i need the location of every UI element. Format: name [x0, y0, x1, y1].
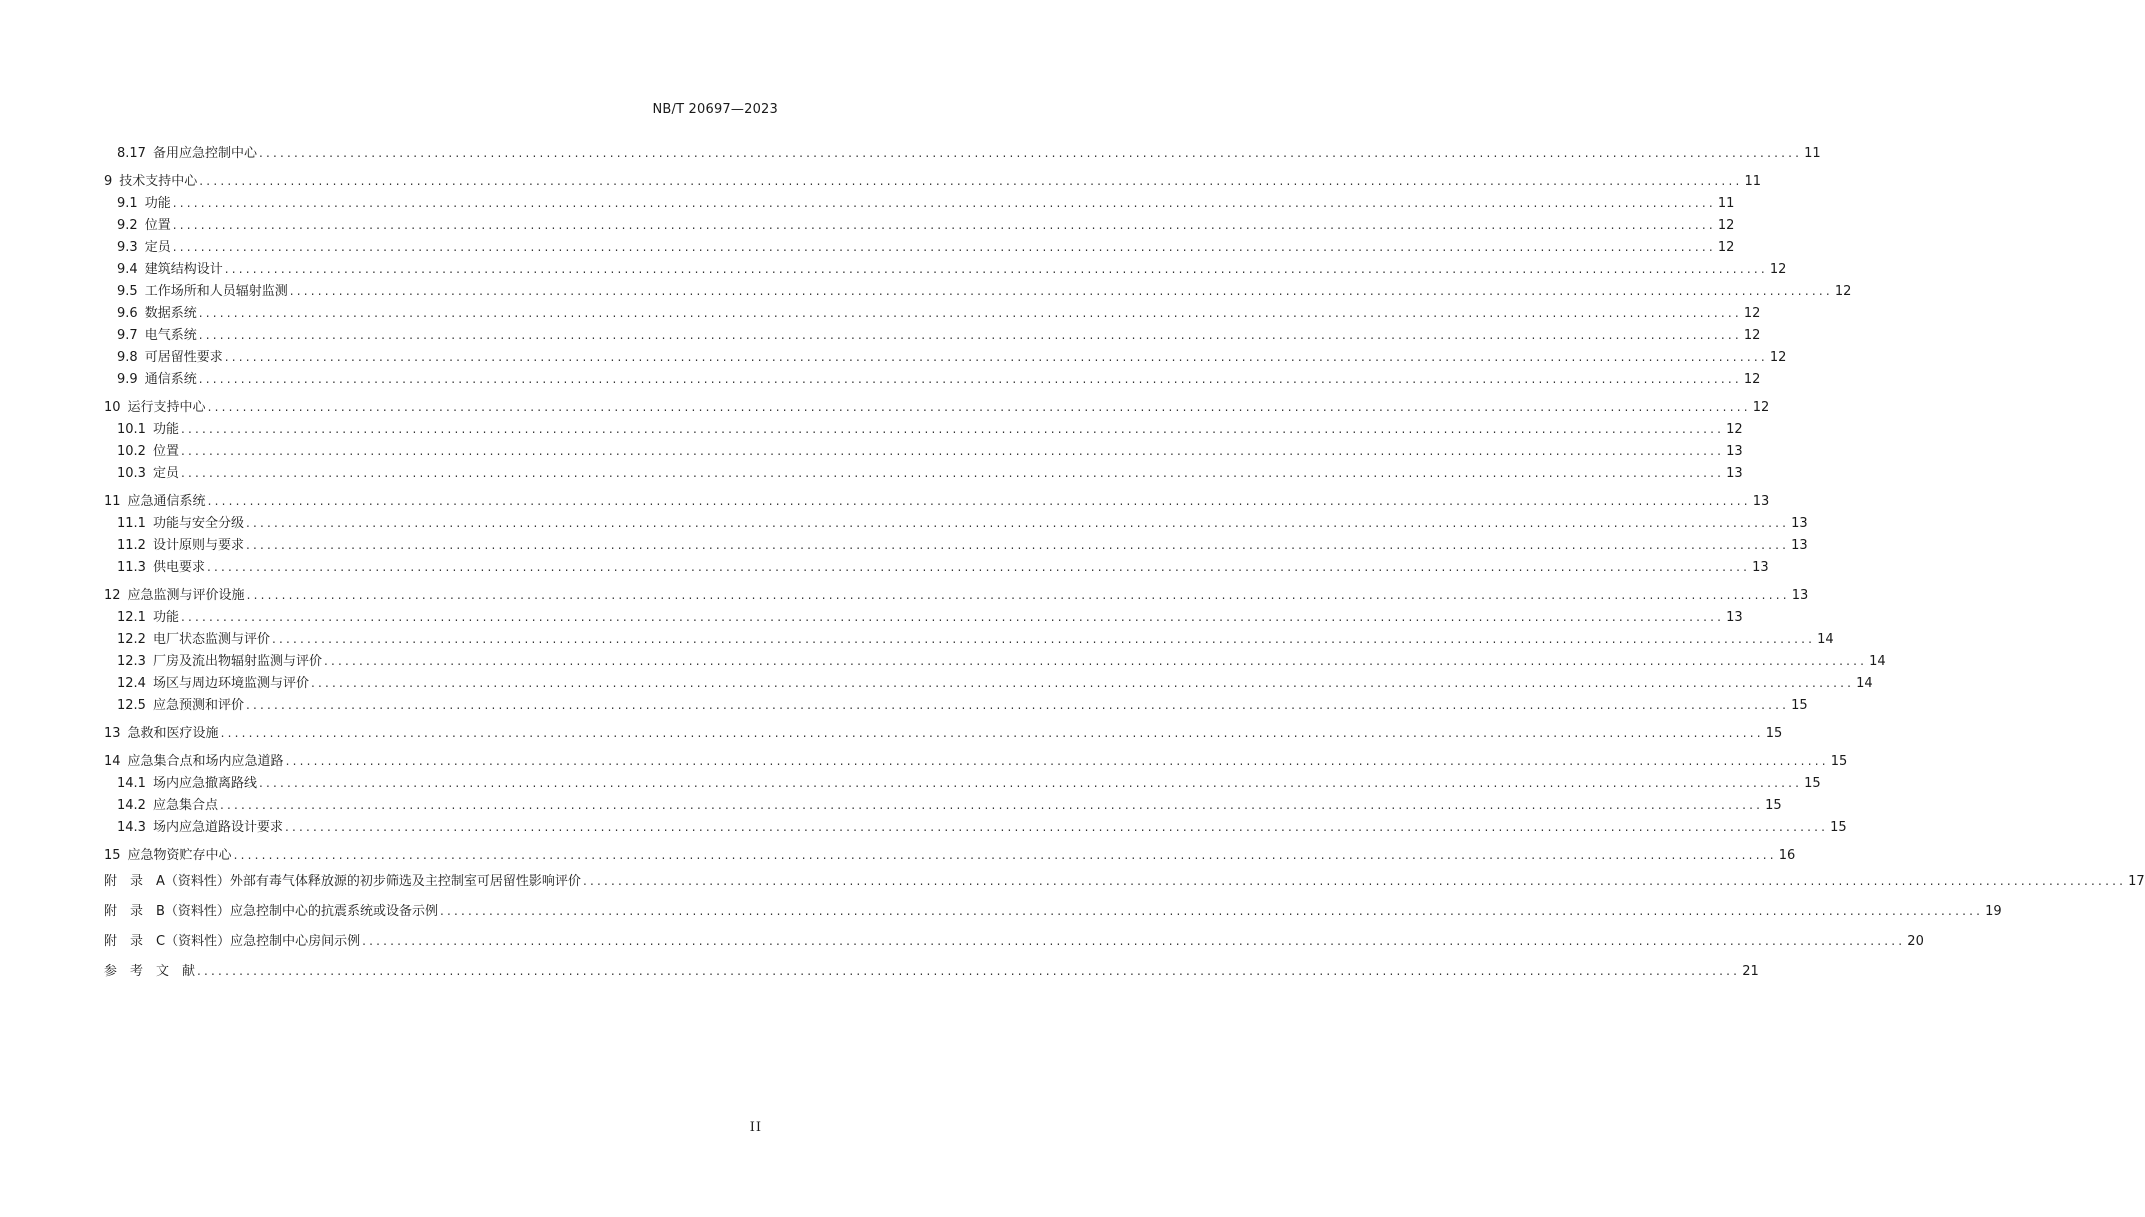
- toc-entry-page: 13: [1791, 588, 1809, 603]
- references-label: 参 考 文 献: [104, 964, 196, 979]
- toc-entry-page: 14: [1856, 676, 1873, 691]
- toc-appendix-entry[interactable]: [104, 926, 1924, 956]
- toc-leader-dots: ............................................................................................................................................................................................................................: [207, 494, 1751, 508]
- toc-entry-page: 13: [1791, 538, 1808, 553]
- toc-entry[interactable]: [104, 844, 1796, 866]
- toc-entry-title: 工作场所和人员辐射监测: [144, 284, 288, 299]
- toc-entry-page: 12: [1743, 372, 1761, 387]
- appendix-title: 外部有毒气体释放源的初步筛选及主控制室可居留性影响评价: [229, 874, 581, 889]
- toc-entry-number: 10: [104, 400, 121, 415]
- toc-leader-dots: ............................................................................................................................................................................................................................: [323, 654, 1868, 668]
- toc-entry-page: 15: [1830, 754, 1848, 769]
- toc-entry[interactable]: [104, 368, 1761, 390]
- toc-leader-dots: ............................................................................................................................................................................................................................: [206, 560, 1751, 574]
- toc-leader-dots: ............................................................................................................................................................................................................................: [233, 848, 1777, 862]
- toc-entry-title: 应急预测和评价: [152, 698, 244, 713]
- toc-leader-dots: ............................................................................................................................................................................................................................: [198, 306, 1742, 320]
- toc-entry[interactable]: [104, 584, 1809, 606]
- toc-entry-title: 应急集合点: [152, 798, 218, 813]
- toc-leader-dots: ............................................................................................................................................................................................................................: [220, 726, 1764, 740]
- toc-leader-dots: ............................................................................................................................................................................................................................: [224, 350, 1768, 364]
- toc-entry-title: 功能与安全分级: [152, 516, 244, 531]
- toc-entry-page: 12: [1717, 218, 1735, 233]
- toc-appendix-entry[interactable]: [104, 866, 2145, 896]
- toc-leader-dots: ............................................................................................................................................................................................................................: [285, 754, 1829, 768]
- toc-leader-dots: ............................................................................................................................................................................................................................: [245, 538, 1790, 552]
- toc-entry-title: 技术支持中心: [119, 174, 198, 189]
- toc-entry[interactable]: [104, 236, 1735, 258]
- toc-entry[interactable]: [104, 722, 1783, 744]
- toc-entry-number: 11: [104, 494, 121, 509]
- toc-entry-page: 12: [1726, 422, 1743, 437]
- toc-entry-number: 13: [104, 726, 121, 741]
- toc-entry[interactable]: [104, 772, 1821, 794]
- toc-entry-page: 11: [1804, 146, 1821, 161]
- toc-entry-page: 12: [1743, 306, 1761, 321]
- toc-entry[interactable]: [104, 512, 1808, 534]
- toc-entry-number: 8.17: [117, 146, 146, 161]
- toc-entry[interactable]: [104, 258, 1787, 280]
- toc-entry-page: 12: [1717, 240, 1735, 255]
- toc-entry-title: 电厂状态监测与评价: [152, 632, 270, 647]
- toc-leader-dots: ............................................................................................................................................................................................................................: [180, 444, 1725, 458]
- toc-leader-dots: ............................................................................................................................................................................................................................: [245, 516, 1790, 530]
- toc-entry-page: 16: [1778, 848, 1796, 863]
- table-of-contents: [104, 142, 2145, 986]
- toc-leader-dots: ............................................................................................................................................................................................................................: [271, 632, 1816, 646]
- toc-entry[interactable]: [104, 280, 1852, 302]
- toc-leader-dots: ............................................................................................................................................................................................................................: [172, 240, 1716, 254]
- toc-leader-dots: ............................................................................................................................................................................................................................: [289, 284, 1833, 298]
- toc-leader-dots: ............................................................................................................................................................................................................................: [582, 874, 2127, 888]
- toc-leader-dots: ............................................................................................................................................................................................................................: [284, 820, 1829, 834]
- toc-entry[interactable]: [104, 324, 1761, 346]
- toc-entry-number: 12.2: [117, 632, 146, 647]
- toc-entry-page: 13: [1726, 610, 1743, 625]
- toc-leader-dots: ............................................................................................................................................................................................................................: [219, 798, 1764, 812]
- toc-leader-dots: ............................................................................................................................................................................................................................: [362, 934, 1906, 948]
- toc-entry[interactable]: [104, 816, 1847, 838]
- toc-leader-dots: ............................................................................................................................................................................................................................: [198, 372, 1742, 386]
- toc-entry-number: 10.2: [117, 444, 146, 459]
- toc-entry-number: 9.5: [117, 284, 138, 299]
- toc-entry-number: 9.7: [117, 328, 138, 343]
- toc-entry-number: 10.3: [117, 466, 146, 481]
- toc-entry-title: 急救和医疗设施: [127, 726, 219, 741]
- toc-entry-number: 11.2: [117, 538, 146, 553]
- toc-entry[interactable]: [104, 440, 1743, 462]
- toc-entry[interactable]: [104, 694, 1808, 716]
- toc-entry-title: 场内应急撤离路线: [152, 776, 257, 791]
- toc-entry-page: 12: [1769, 262, 1787, 277]
- toc-leader-dots: ............................................................................................................................................................................................................................: [198, 328, 1742, 342]
- toc-entry-number: 14: [104, 754, 121, 769]
- toc-entry-title: 应急通信系统: [127, 494, 206, 509]
- toc-entry-title: 应急集合点和场内应急道路: [127, 754, 284, 769]
- appendix-type: （资料性）: [164, 874, 230, 889]
- toc-entry-number: 9.2: [117, 218, 138, 233]
- toc-entry-title: 定员: [152, 466, 179, 481]
- toc-leader-dots: ............................................................................................................................................................................................................................: [172, 196, 1716, 210]
- toc-entry-page: 12: [1769, 350, 1787, 365]
- toc-entry-title: 运行支持中心: [127, 400, 206, 415]
- toc-entry-title: 通信系统: [144, 372, 197, 387]
- appendix-title: 应急控制中心的抗震系统或设备示例: [229, 904, 438, 919]
- toc-entry-title: 功能: [144, 196, 171, 211]
- appendix-page: 17: [2128, 874, 2145, 889]
- toc-entry-page: 13: [1791, 516, 1808, 531]
- toc-entry[interactable]: [104, 170, 1762, 192]
- toc-leader-dots: ............................................................................................................................................................................................................................: [199, 174, 1743, 188]
- toc-entry-title: 场区与周边环境监测与评价: [152, 676, 309, 691]
- toc-entry-page: 15: [1765, 798, 1782, 813]
- toc-entry[interactable]: [104, 534, 1808, 556]
- toc-entry-title: 供电要求: [152, 560, 205, 575]
- toc-leader-dots: ............................................................................................................................................................................................................................: [197, 964, 1741, 978]
- toc-entry[interactable]: [104, 346, 1787, 368]
- toc-entry-page: 13: [1726, 444, 1743, 459]
- toc-leader-dots: ............................................................................................................................................................................................................................: [172, 218, 1716, 232]
- toc-entry[interactable]: [104, 628, 1834, 650]
- toc-entry-title: 位置: [144, 218, 171, 233]
- toc-entry-number: 11.1: [117, 516, 146, 531]
- toc-entry-title: 功能: [152, 610, 179, 625]
- toc-entry[interactable]: [104, 794, 1782, 816]
- toc-entry-title: 数据系统: [144, 306, 197, 321]
- toc-entry[interactable]: [104, 302, 1761, 324]
- toc-entry-title: 定员: [144, 240, 171, 255]
- toc-entry-title: 厂房及流出物辐射监测与评价: [152, 654, 322, 669]
- toc-entry-title: 建筑结构设计: [144, 262, 223, 277]
- toc-entry-number: 14.2: [117, 798, 146, 813]
- toc-entry-page: 15: [1765, 726, 1783, 741]
- toc-leader-dots: ............................................................................................................................................................................................................................: [180, 466, 1725, 480]
- toc-entry[interactable]: [104, 750, 1848, 772]
- toc-entry[interactable]: [104, 142, 1821, 164]
- toc-leader-dots: ............................................................................................................................................................................................................................: [439, 904, 1984, 918]
- toc-entry-title: 功能: [152, 422, 179, 437]
- toc-entry-number: 15: [104, 848, 121, 863]
- toc-entry-number: 11.3: [117, 560, 146, 575]
- toc-references-entry[interactable]: [104, 956, 1759, 986]
- appendix-label: 附 录 A: [104, 874, 165, 889]
- toc-entry-page: 14: [1817, 632, 1834, 647]
- toc-entry-number: 12.3: [117, 654, 146, 669]
- toc-entry[interactable]: [104, 606, 1743, 628]
- toc-entry-number: 9.6: [117, 306, 138, 321]
- document-code: NB/T 20697—2023: [652, 102, 778, 117]
- toc-entry-number: 12.5: [117, 698, 146, 713]
- toc-appendix-entry[interactable]: [104, 896, 2002, 926]
- page-number: II: [749, 1120, 762, 1135]
- toc-entry-title: 应急物资贮存中心: [127, 848, 232, 863]
- toc-leader-dots: ............................................................................................................................................................................................................................: [258, 146, 1803, 160]
- appendix-page: 19: [1985, 904, 2002, 919]
- toc-entry-number: 9.4: [117, 262, 138, 277]
- toc-entry-number: 9.1: [117, 196, 138, 211]
- toc-entry[interactable]: [104, 418, 1743, 440]
- toc-entry-number: 9.9: [117, 372, 138, 387]
- appendix-label: 附 录 B: [104, 904, 165, 919]
- toc-entry-number: 12: [104, 588, 121, 603]
- toc-entry[interactable]: [104, 192, 1735, 214]
- toc-entry-number: 10.1: [117, 422, 146, 437]
- toc-entry-page: 12: [1834, 284, 1852, 299]
- toc-entry-number: 12.4: [117, 676, 146, 691]
- toc-entry[interactable]: [104, 650, 1886, 672]
- toc-entry-page: 13: [1752, 560, 1769, 575]
- toc-entry-page: 13: [1726, 466, 1743, 481]
- toc-entry[interactable]: [104, 214, 1735, 236]
- toc-entry-title: 备用应急控制中心: [152, 146, 257, 161]
- toc-entry-number: 9.8: [117, 350, 138, 365]
- toc-entry-number: 9.3: [117, 240, 138, 255]
- toc-leader-dots: ............................................................................................................................................................................................................................: [245, 698, 1790, 712]
- toc-entry[interactable]: [104, 462, 1743, 484]
- toc-entry-page: 12: [1743, 328, 1761, 343]
- toc-entry-title: 应急监测与评价设施: [127, 588, 245, 603]
- toc-leader-dots: ............................................................................................................................................................................................................................: [246, 588, 1790, 602]
- references-page: 21: [1742, 964, 1759, 979]
- toc-entry-title: 场内应急道路设计要求: [152, 820, 283, 835]
- toc-entry-title: 可居留性要求: [144, 350, 223, 365]
- toc-entry-page: 15: [1791, 698, 1808, 713]
- appendix-type: （资料性）: [164, 904, 230, 919]
- toc-entry[interactable]: [104, 556, 1769, 578]
- toc-entry[interactable]: [104, 490, 1770, 512]
- toc-entry-page: 15: [1804, 776, 1821, 791]
- toc-entry-number: 14.1: [117, 776, 146, 791]
- toc-entry-page: 15: [1830, 820, 1847, 835]
- toc-leader-dots: ............................................................................................................................................................................................................................: [180, 422, 1725, 436]
- toc-leader-dots: ............................................................................................................................................................................................................................: [180, 610, 1725, 624]
- toc-entry-number: 9: [104, 174, 113, 189]
- toc-entry-page: 11: [1717, 196, 1735, 211]
- toc-entry-number: 14.3: [117, 820, 146, 835]
- toc-leader-dots: ............................................................................................................................................................................................................................: [224, 262, 1768, 276]
- toc-entry-number: 12.1: [117, 610, 146, 625]
- toc-entry[interactable]: [104, 672, 1873, 694]
- appendix-title: 应急控制中心房间示例: [230, 934, 361, 949]
- toc-leader-dots: ............................................................................................................................................................................................................................: [310, 676, 1855, 690]
- toc-leader-dots: ............................................................................................................................................................................................................................: [207, 400, 1751, 414]
- toc-entry[interactable]: [104, 396, 1770, 418]
- toc-entry-page: 11: [1744, 174, 1762, 189]
- toc-entry-page: 13: [1752, 494, 1770, 509]
- toc-entry-page: 14: [1869, 654, 1886, 669]
- appendix-type: （资料性）: [165, 934, 231, 949]
- toc-entry-title: 位置: [152, 444, 179, 459]
- toc-leader-dots: ............................................................................................................................................................................................................................: [258, 776, 1803, 790]
- toc-entry-title: 电气系统: [144, 328, 197, 343]
- appendix-label: 附 录 C: [104, 934, 166, 949]
- toc-entry-page: 12: [1752, 400, 1770, 415]
- appendix-page: 20: [1907, 934, 1924, 949]
- toc-entry-title: 设计原则与要求: [152, 538, 244, 553]
